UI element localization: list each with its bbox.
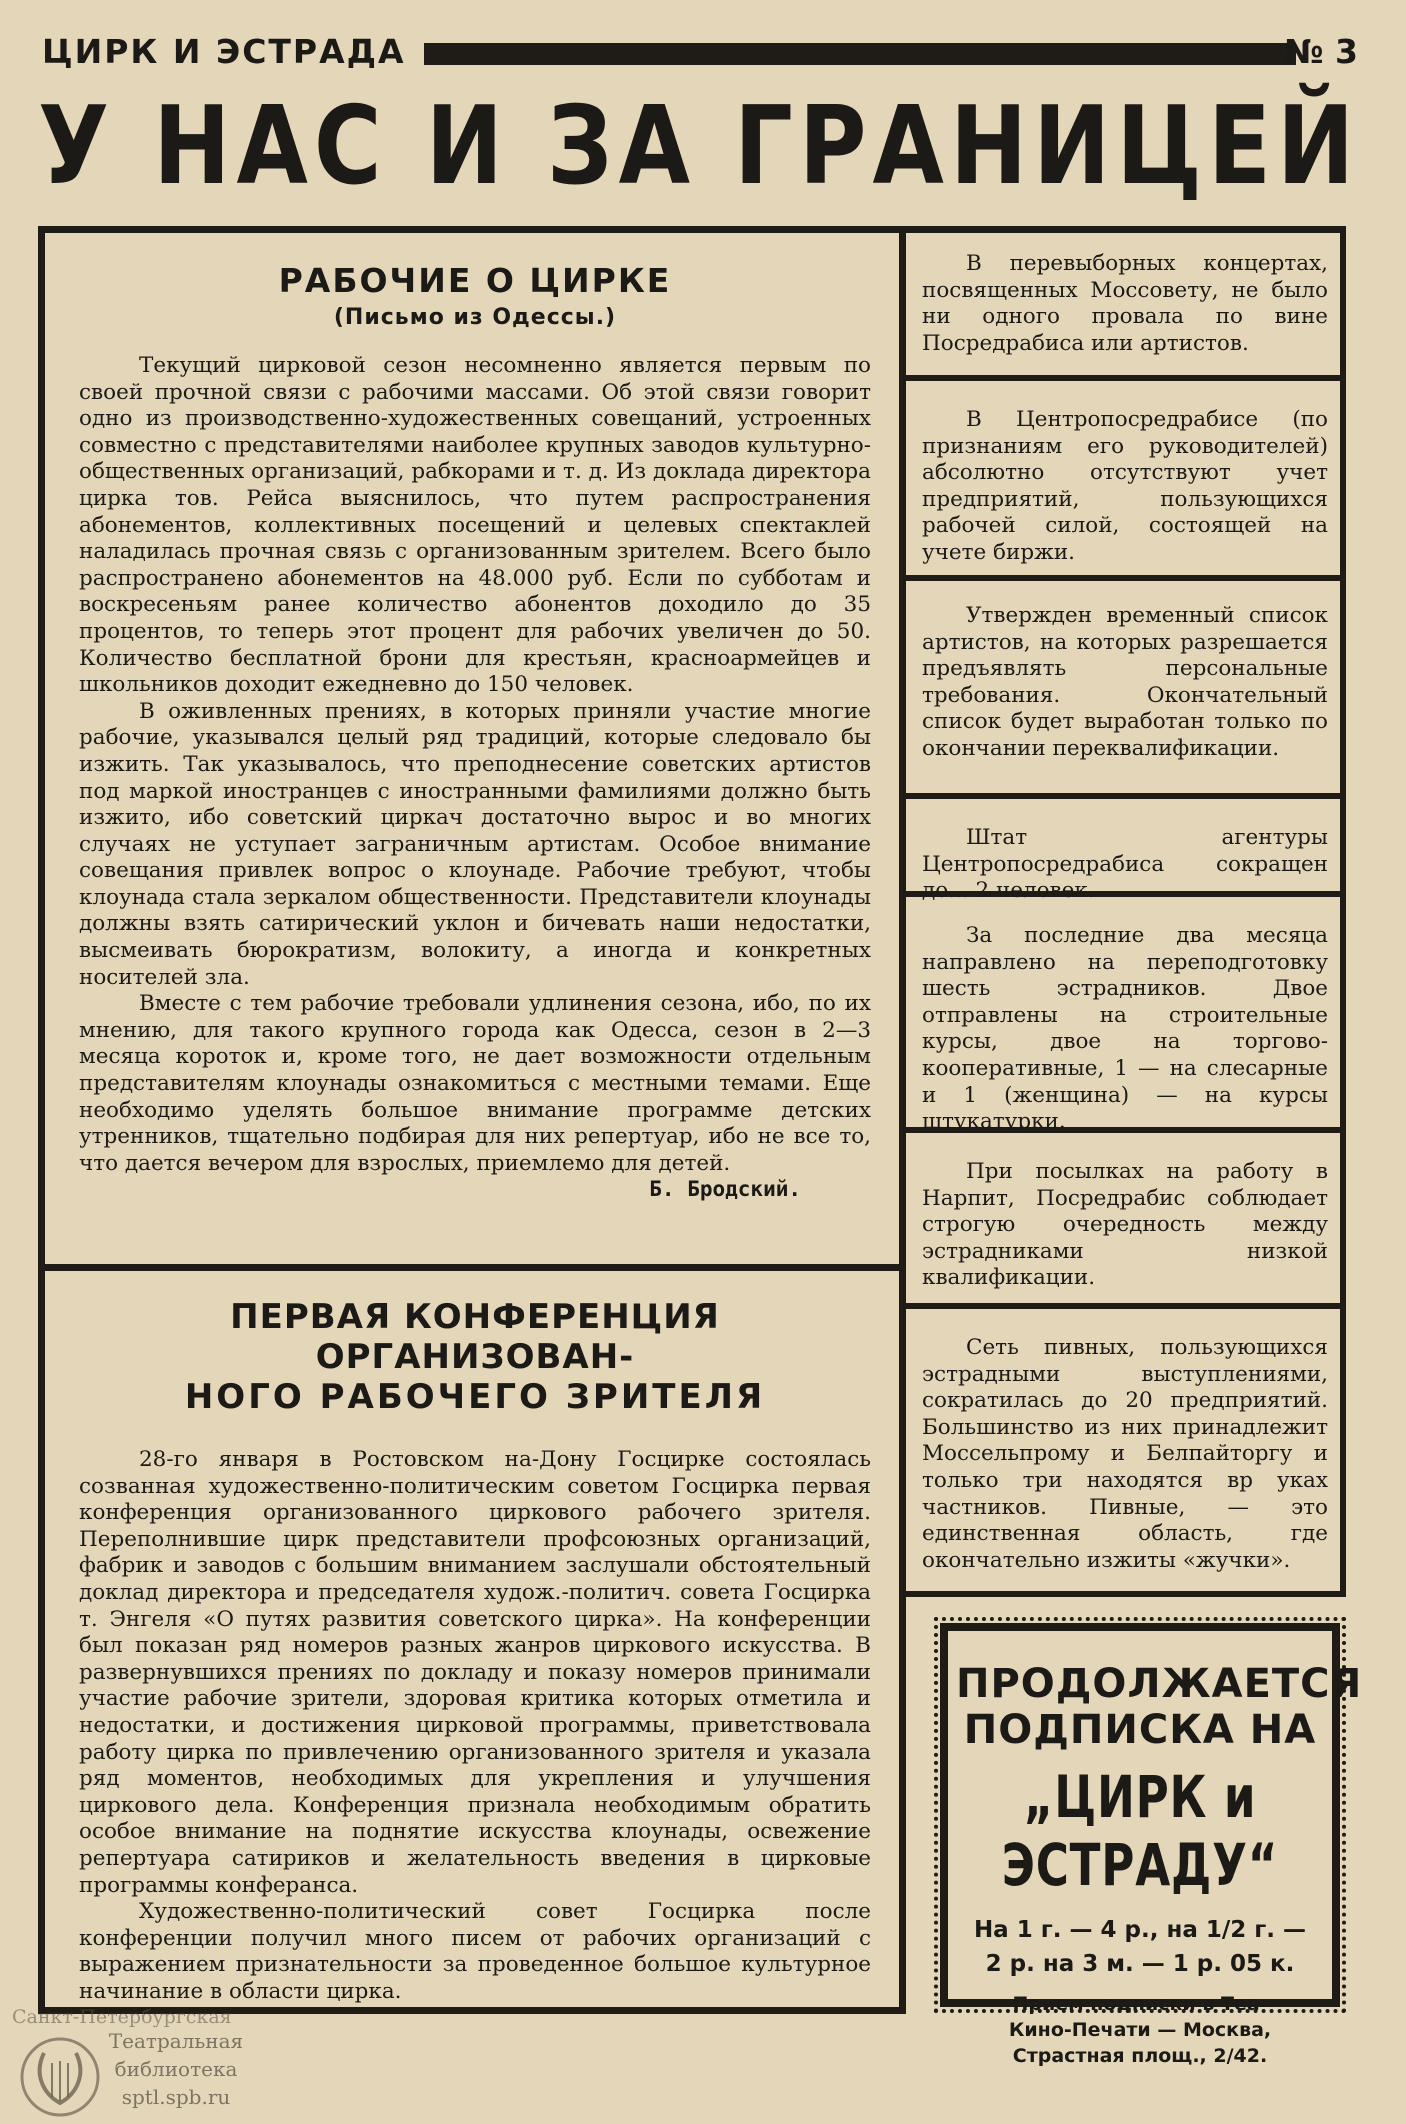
ad-magazine-name: „ЦИРК и ЭСТРАДУ“ [1001, 1763, 1279, 1899]
library-type: библиотека [114, 2057, 238, 2081]
article-title: ПЕРВАЯ КОНФЕРЕНЦИЯ ОРГАНИЗОВАН- [230, 1297, 720, 1377]
section-headline: У НАС И ЗА ГРАНИЦЕЙ [38, 84, 1361, 209]
masthead-rule [424, 43, 1296, 65]
news-note: При посылках на работу в Нарпит, Посредрабис соблюдает строгую очередность между эстрадниками низкой квалификации. [900, 1133, 1346, 1309]
news-note: В Центропосредрабисе (по признаниям его руководителей) абсолютно отсутствуют учет предприятий, пользующихся рабочей силой, состоящей на учете биржи. [900, 381, 1346, 581]
ad-address: Прием подписки в Теа- Кино-Печати — Москва, Страстная площ., 2/42. [1008, 1993, 1272, 2067]
article-paragraph: Художественно-политический совет Госцирка после конференции получил много писем от рабочих организаций с выражением признательности за проведенное большое культурное начинание в области цирка. [79, 1899, 871, 2004]
article-signature: Б. Бродский. [649, 1177, 801, 1202]
ad-heading: ПРОДОЛЖАЕТСЯ ПОДПИСКА НА [956, 1661, 1363, 1753]
library-url: sptl.spb.ru [121, 2085, 231, 2109]
news-note: Сеть пивных, пользующихся эстрадными выступлениями, сократилась до 20 предприятий. Большинство из них принадлежит Моссельпрому и Белпайторгу и только три находятся вр уках частников. Пивные, — это единственная область, где окончательно изжиты «жучки». [900, 1309, 1346, 1597]
article-paragraph: Вместе с тем рабочие требовали удлинения сезона, ибо, по их мнению, для такого крупного города как Одесса, сезон в 2—3 месяца короток и, кроме того, не дает возможности отдельным представителям клоунады ознакомиться с местными темами. Еще необходимо уделять большое внимание программе детских утренников, тщательно подбирая для них репертуар, ибо не все то, что дается вечером для взрослых, приемлемо для детей. [79, 991, 871, 1176]
article-title: НОГО РАБОЧЕГО ЗРИТЕЛЯ [184, 1377, 766, 1417]
library-name: Театральная [108, 2029, 244, 2053]
masthead [42, 30, 1358, 74]
publication-name: ЦИРК И ЭСТРАДА [42, 32, 406, 71]
article-first-conference [38, 1264, 906, 2014]
article-paragraph: Текущий цирковой сезон несомненно является первым по своей прочной связи с рабочими массами. Об этой связи говорит одно из производственно-художественных совещаний, устроенных совместно с представителями наиболее крупных заводов культурно-общественных организаций, рабкорами и т. д. Из доклада директора цирка тов. Рейса выяснилось, что путем распространения абонементов, коллективных посещений и целевых спектаклей наладилась прочная связь с организованным зрителем. Всего было распространено абонементов на 48.000 руб. Если по субботам и воскресеньям ранее количество абонентов доходило до 35 процентов, то теперь этот процент для рабочих увеличен до 50. Количество бесплатной брони для крестьян, красноармейцев и школьников доходит ежедневно до 150 человек. [79, 353, 871, 698]
issue-number: № 3 [1283, 32, 1358, 71]
library-watermark [8, 2003, 244, 2121]
news-note: Утвержден временный список артистов, на которых разрешается предъявлять персональные требования. Окончательный список будет выработан только по окончании переквалификации. [900, 581, 1346, 799]
article-paragraph: 28-го января в Ростовском на-Дону Госцирке состоялась созванная художественно-политическим советом Госцирка первая конференция организованного циркового рабочего зрителя. Переполнившие цирк представители профсоюзных организаций, фабрик и заводов с большим вниманием заслушали обстоятельный доклад директора и председателя худож.-политич. совета Госцирка т. Энгеля «О путях развития советского цирка». На конференции был показан ряд номеров разных жанров циркового искусства. В развернувшихся прениях по докладу и показу номеров принимали участие рабочие зрители, здоровая критика которых отметила и недостатки, и достижения цирковой программы, приветствовала работу цирка по привлечению организованного зрителя и указала ряд моментов, необходимых для укрепления и улучшения циркового дела. Конференция признала необходимым обратить особое внимание на поднятие искусства клоунады, освежение репертуара сатириков и желательность введения в цирковые программы конферанса. [79, 1447, 871, 1898]
article-subtitle: (Письмо из Одессы.) [333, 305, 617, 330]
library-name-top: Санкт-Петербургская [12, 2006, 232, 2028]
ad-prices: На 1 г. — 4 р., на 1/2 г. — 2 р. на 3 м. — 1 р. 05 к. [973, 1917, 1307, 1977]
news-notes-column [900, 226, 1346, 1597]
news-note: Штат агентуры Центропосредрабиса сокращен до... 2 человек. [900, 799, 1346, 897]
article-body [79, 1447, 871, 2005]
article-workers-about-circus [38, 226, 906, 1271]
article-body [79, 353, 871, 1177]
subscription-ad [934, 1617, 1363, 2067]
article-title: РАБОЧИЕ О ЦИРКЕ [278, 261, 672, 300]
article-paragraph: В оживленных прениях, в которых приняли участие многие рабочие, указывался целый ряд традиций, которые следовало бы изжить. Так указывалось, что преподнесение советских артистов под маркой иностранцев с иностранными фамилиями должно быть изжито, ибо советский циркач достаточно вырос и во многих случаях не уступает заграничным артистам. Особое внимание совещания привлек вопрос о клоунаде. Рабочие требуют, чтобы клоунада стала зеркалом общественности. Представители клоунады должны взять сатирический уклон и бичевать наши недостатки, высмеивать бюрократизм, волокиту, а иногда и конкретных носителей зла. [79, 698, 871, 990]
lyre-icon [14, 2033, 106, 2119]
news-note: В перевыборных концертах, посвященных Моссовету, не было ни одного провала по вине Посредрабиса или артистов. [900, 233, 1346, 381]
news-note: За последние два месяца направлено на переподготовку шесть эстрадников. Двое отправлены на строительные курсы, двое на торгово-кооперативные, 1 — на слесарные и 1 (женщина) — на курсы штукатурки. [900, 897, 1346, 1133]
